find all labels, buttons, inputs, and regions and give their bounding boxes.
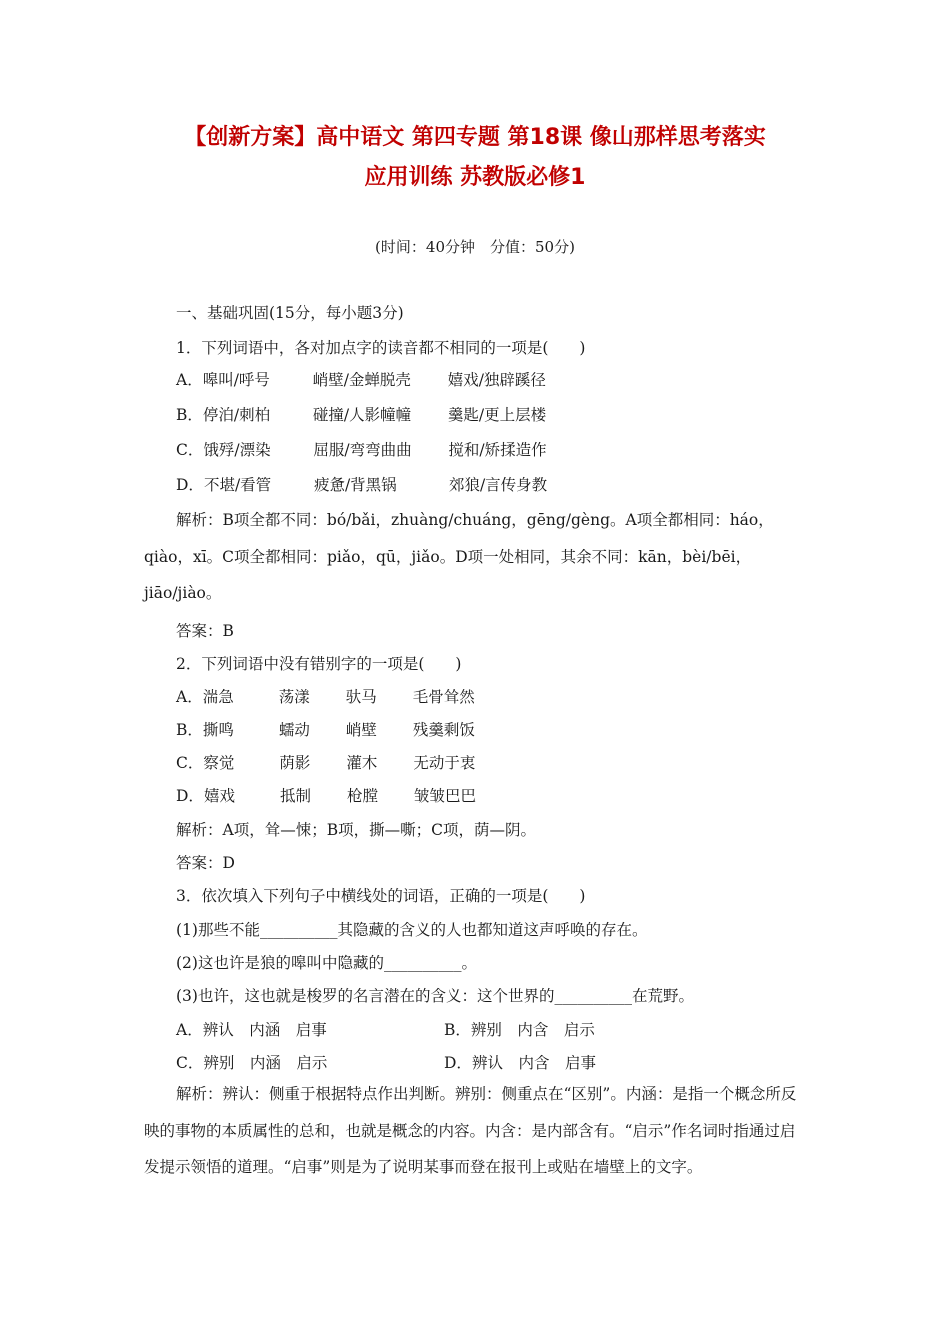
option-label: C． <box>176 1054 204 1072</box>
q3-analysis: 解析：辨认：侧重于根据特点作出判断。辨别：侧重点在“区别”。内涵：是指一个概念所反映的事物的本质属性的总和，也就是概念的内容。内含：是内部含有。“启示”作名词时指通过启发提示领悟的道理。“启事”则是为了说明某事而登在报刊上或贴在墙壁上的文字。 <box>144 1085 797 1176</box>
q1-option-c <box>176 438 547 460</box>
option-word: 嗥叫/呼号 <box>202 371 270 389</box>
option-text: 辨别 内涵 启示 <box>203 1054 328 1072</box>
option-label: B． <box>176 721 203 739</box>
q2-answer: 答案：D <box>176 854 235 872</box>
option-word: 撕鸣 <box>202 721 234 739</box>
option-word: 停泊/刺柏 <box>202 406 271 424</box>
option-word: 驮马 <box>345 688 377 706</box>
option-text: 辨别 内含 启示 <box>470 1021 595 1039</box>
option-text: 辨认 内涵 启事 <box>202 1021 327 1039</box>
option-word: 湍急 <box>202 688 234 706</box>
q1-option-a <box>176 368 546 390</box>
option-word: 嬉戏 <box>203 787 235 805</box>
q3-option-a <box>176 1018 327 1040</box>
question-2-stem: 2．下列词语中没有错别字的一项是( ) <box>176 655 462 673</box>
option-text: 辨认 内含 启事 <box>471 1054 596 1072</box>
option-word: 灌木 <box>346 754 378 772</box>
option-word: 羹匙/更上层楼 <box>447 406 547 424</box>
option-label: B． <box>176 406 203 424</box>
option-word: 皱皱巴巴 <box>413 787 476 805</box>
q2-option-a <box>176 685 475 707</box>
q3-option-d <box>444 1051 596 1073</box>
section-heading: 一、基础巩固(15分，每小题3分) <box>176 304 404 322</box>
document-title-line-1: 【创新方案】高中语文 第四专题 第18课 像山那样思考落实 <box>184 125 766 150</box>
document-title-line-2: 应用训练 苏教版必修1 <box>364 165 586 190</box>
q1-analysis: 解析：B项全都不同：bó/bǎi，zhuàng/chuáng，gēng/gèng。A项全都相同：háo，qiào，xī。C项全都相同：piǎo，qū，jiǎo。D项一处相同，其余不同：kān，bèi/bēi，jiāo/jiào。 <box>144 511 774 602</box>
option-label: C． <box>176 754 204 772</box>
option-word: 郊狼/言传身教 <box>448 476 548 494</box>
q1-option-d <box>176 473 547 495</box>
question-1-stem: 1．下列词语中，各对加点字的读音都不相同的一项是( ) <box>176 339 586 357</box>
option-word: 峭壁 <box>345 721 377 739</box>
option-word: 饿殍/漂染 <box>203 441 271 459</box>
option-word: 枪膛 <box>346 787 378 805</box>
question-3-stem: 3．依次填入下列句子中横线处的词语，正确的一项是( ) <box>176 887 586 905</box>
option-label: D． <box>444 1054 472 1072</box>
q2-option-d <box>176 784 476 806</box>
time-and-score-info: (时间：40分钟 分值：50分) <box>375 238 575 256</box>
option-label: D． <box>176 476 204 494</box>
option-word: 毛骨耸然 <box>412 688 475 706</box>
q3-option-c <box>176 1051 327 1073</box>
option-label: D． <box>176 787 204 805</box>
option-word: 嬉戏/独辟蹊径 <box>447 371 546 389</box>
q1-answer: 答案：B <box>176 622 234 640</box>
option-word: 疲惫/背黑锅 <box>313 476 397 494</box>
option-label: B． <box>444 1021 471 1039</box>
option-word: 碰撞/人影幢幢 <box>312 406 412 424</box>
option-label: A． <box>176 371 203 389</box>
option-word: 不堪/看管 <box>203 476 272 494</box>
option-word: 搅和/矫揉造作 <box>448 441 547 459</box>
option-word: 屈服/弯弯曲曲 <box>313 441 412 459</box>
option-word: 抵制 <box>279 787 311 805</box>
option-label: C． <box>176 441 204 459</box>
option-word: 荫影 <box>279 754 311 772</box>
option-label: A． <box>176 1021 203 1039</box>
q3-option-b <box>444 1018 595 1040</box>
q2-option-c <box>176 751 475 773</box>
option-word: 察觉 <box>203 754 235 772</box>
option-label: A． <box>176 688 203 706</box>
q2-option-b <box>176 718 475 740</box>
option-word: 峭壁/金蝉脱壳 <box>312 371 411 389</box>
q3-sentence-3: (3)也许，这也就是梭罗的名言潜在的含义：这个世界的__________在荒野。 <box>176 987 694 1005</box>
option-word: 荡漾 <box>278 688 310 706</box>
option-word: 无动于衷 <box>413 754 476 772</box>
option-word: 残羹剩饭 <box>412 721 475 739</box>
option-word: 蠕动 <box>278 721 310 739</box>
q3-sentence-1: (1)那些不能__________其隐藏的含义的人也都知道这声呼唤的存在。 <box>176 921 648 939</box>
q1-option-b <box>176 403 546 425</box>
q3-sentence-2: (2)这也许是狼的嗥叫中隐藏的__________。 <box>176 954 477 972</box>
q2-analysis: 解析：A项，耸—悚；B项，撕—嘶；C项，荫—阴。 <box>176 821 536 839</box>
